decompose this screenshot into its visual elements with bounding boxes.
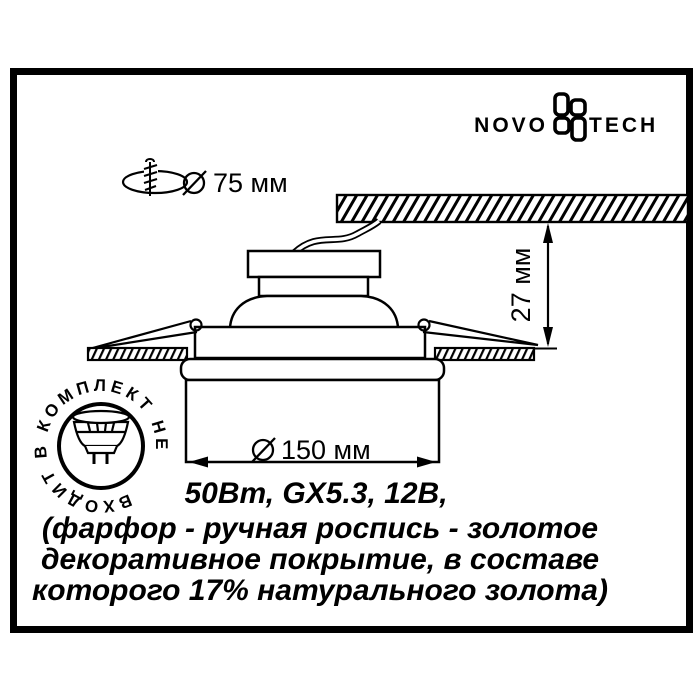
ceiling-strip-right <box>435 348 534 360</box>
ceiling-section <box>337 195 688 222</box>
spec-line-1: 50Вт, GX5.3, 12В, <box>184 477 448 510</box>
cutout-ellipse <box>123 171 187 193</box>
mounting-wire <box>294 221 379 253</box>
logo-text-tech: TECH <box>589 114 659 137</box>
housing-neck <box>259 277 368 296</box>
trim-diameter-label: 150 мм <box>281 435 371 465</box>
depth-label: 27 мм <box>506 247 536 323</box>
cutout-diameter-label: 75 мм <box>213 168 288 198</box>
housing-dome <box>230 296 398 328</box>
arrowhead-up <box>543 223 553 243</box>
mounting-flange <box>195 327 425 358</box>
logo-text-novo: NOVO <box>474 114 548 137</box>
ceiling-strip-left <box>88 348 187 360</box>
spec-line-3: декоративное покрытие, в составе <box>40 543 600 576</box>
terminal-box <box>248 251 380 277</box>
spring-clip-right <box>423 321 538 345</box>
spec-line-2: (фарфор - ручная роспись - золотое <box>41 512 599 545</box>
spring-clip-left <box>89 321 197 349</box>
logo-pinwheel-icon <box>555 94 585 140</box>
stamp-circular-text: ВХОДИТ В КОМПЛЕКТ НЕ <box>30 375 172 517</box>
depth-dimension <box>506 223 553 347</box>
arrowhead-down <box>543 327 553 347</box>
novotech-logo <box>474 94 658 140</box>
cutout-hole-icon <box>123 159 187 196</box>
spec-line-4: которого 17% натурального золота) <box>32 574 608 607</box>
lamp-not-included-stamp <box>31 376 171 517</box>
trim-ring <box>181 359 444 380</box>
